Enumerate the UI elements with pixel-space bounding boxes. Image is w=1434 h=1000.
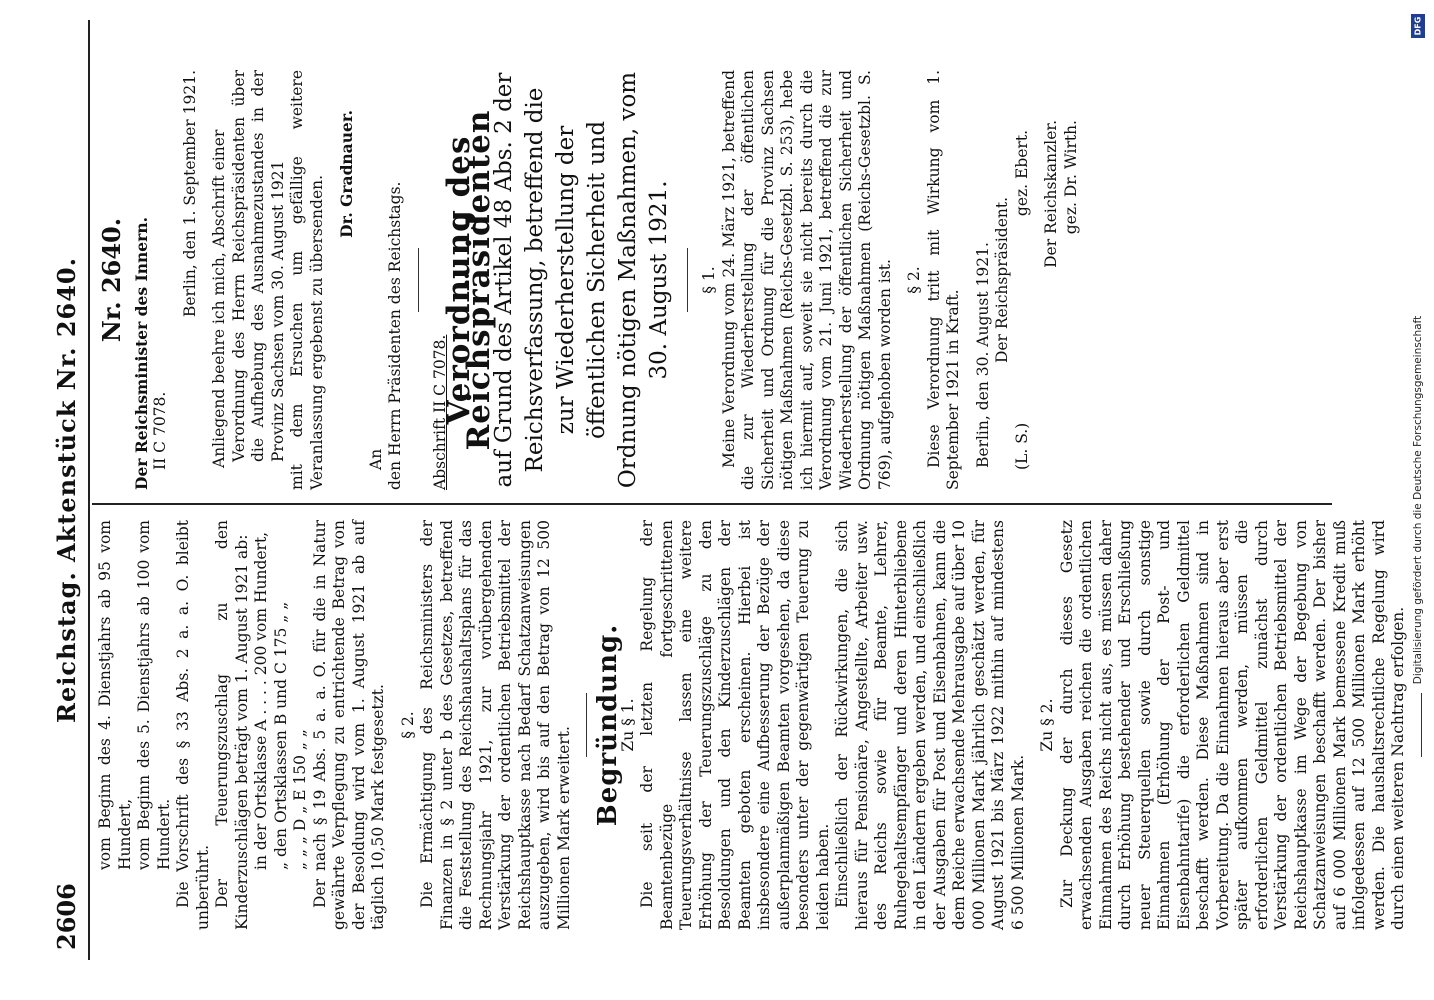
- paragraph: Einschließlich der Rückwirkungen, die sich hieraus für Pensionäre, Angestellte, Arbeiter usw. des Reichs sowie für Beamte, Lehrer, Ruhegehaltsempfänger und deren Hinterbliebene in den Ländern ergeben werden, und einschließlich der Ausgaben für Post und Eisenbahnen, kann die dem Reiche erwachsende Mehrausgabe auf über 10 000 Millionen Mark jährlich geschätzt werden, für August 1921 bis März 1922 mithin auf mindestens 6 500 Millionen Mark.: [833, 520, 1027, 930]
- text-line: vom Beginn des 5. Dienstjahrs ab 100 vom Hundert.: [135, 520, 173, 870]
- left-column: [96, 520, 1434, 930]
- decree-title: Verordnung des Reichspräsidenten: [441, 109, 497, 451]
- chancellor-signature: gez. Dr. Wirth.: [1061, 120, 1080, 235]
- page-number: 2606: [52, 883, 81, 950]
- text-line: vom Beginn des 4. Dienstjahrs ab 95 vom Hundert,: [96, 520, 134, 870]
- page-header: [52, 20, 84, 960]
- place-date: Berlin, den 30. August 1921.: [973, 242, 992, 468]
- decree-subtitle: auf Grund des Artikel 48 Abs. 2 der Reichsverfassung, betreffend die zur Wiederherstellung der öffentlichen Sicherheit und Ordnung nötigen Maßnahmen, vom 30. August 1921.: [491, 71, 672, 489]
- dfg-logo: DFG: [1411, 14, 1425, 38]
- signature: Dr. Gradnauer.: [337, 110, 356, 238]
- president-title: Der Reichspräsident.: [993, 196, 1011, 364]
- table-row: „ den Ortsklassen B und C 175 „ „: [271, 601, 290, 870]
- digitization-credit: [1404, 8, 1432, 992]
- seal-mark: (L. S.): [1012, 422, 1031, 470]
- section-heading: § 1.: [700, 266, 718, 294]
- reference: II C 7078.: [151, 391, 169, 470]
- document-number: Nr. 2640.: [97, 217, 126, 343]
- addressee: den Herrn Präsidenten des Reichstags.: [386, 181, 404, 490]
- short-rule: [586, 693, 587, 757]
- section-heading: Zu § 1.: [618, 698, 637, 752]
- table-row: in der Ortsklasse A . . . . 200 vom Hundert,: [252, 531, 270, 870]
- copy-reference: Abschrift II C 7078.: [430, 334, 449, 490]
- right-column: [96, 70, 1081, 490]
- text-line: Der Teuerungszuschlag zu den Kinderzuschlägen beträgt vom 1. August 1921 ab:: [213, 520, 251, 930]
- section-heading: Zu § 2.: [1038, 698, 1056, 752]
- credit-text: Digitalisierung gefördert durch die Deutsche Forschungsgemeinschaft: [1412, 315, 1424, 685]
- paragraph: Die Ermächtigung des Reichsministers der Finanzen in § 2 unter b des Gesetzes, betreffend die Feststellung des Reichshaushaltsplans für das Rechnungsjahr 1921, zur vorübergehenden Verstärkung der ordentlichen Betriebsmittel der Reichshauptkasse nach Bedarf Schatzanweisungen auszugeben, wird bis auf den Betrag von 12 500 Millionen Mark erweitert.: [418, 520, 573, 930]
- letter-closing: mit dem Ersuchen um gefällige weitere Veranlassung ergebenst zu übersenden.: [288, 70, 326, 490]
- short-rule: [418, 248, 419, 312]
- section-heading: § 2.: [905, 266, 923, 294]
- paragraph: Meine Verordnung vom 24. März 1921, betreffend die zur Wiederherstellung der öffentlichen Sicherheit und Ordnung für die Provinz Sachsen nötigen Maßnahmen (Reichs-Gesetzbl. S. 253), hebe ich hiermit auf, soweit sie nicht bereits durch die Verordnung vom 21. Juni 1921, betreffend die zur Wiederherstellung der öffentlichen Sicherheit und Ordnung nötigen Maßnahmen (Reichs-Gesetzbl. S. 769), aufgehoben worden ist.: [719, 70, 894, 490]
- letter-intro: Anliegend beehre ich mich, Abschrift einer: [210, 129, 228, 468]
- running-title: Reichstag. Aktenstück Nr. 2640.: [52, 257, 81, 723]
- text-line: Die Vorschrift des § 33 Abs. 2 a. a. O. bleibt unberührt.: [174, 520, 212, 930]
- section-heading: § 2.: [398, 711, 417, 739]
- addressee-to: An: [366, 448, 385, 470]
- chancellor-title: Der Reichskanzler.: [1042, 120, 1060, 268]
- text-line: Der nach § 19 Abs. 5 a. a. O. für die in Natur gewährte Verpflegung zu entrichtende Betrag von der Besoldung wird vom 1. August 1921 ab auf täglich 10,50 Mark festgesetzt.: [310, 520, 387, 930]
- date-line: Berlin, den 1. September 1921.: [180, 70, 199, 318]
- paragraph: Die seit der letzten Regelung der Beamtenbezüge fortgeschrittenen Teuerungsverhältnisse lassen eine weitere Erhöhung der Teuerungszuschläge zu den Besoldungen und den Kinderzuschlägen der Beamten geboten erscheinen. Hierbei ist insbesondere eine Aufbesserung der Bezüge der außerplanmäßigen Beamten vorgesehen, da diese besonders unter der gegenwärtigen Teuerung zu leiden haben.: [638, 520, 832, 930]
- header-rule: [88, 20, 90, 960]
- short-rule: [687, 248, 688, 312]
- paragraph: Diese Verordnung tritt mit Wirkung vom 1. September 1921 in Kraft.: [924, 70, 962, 490]
- letter-subject: Verordnung des Herrn Reichspräsidenten über die Aufhebung des Ausnahmezustandes in der Provinz Sachsen vom 30. August 1921: [229, 70, 287, 462]
- column-divider: [92, 503, 1332, 505]
- sender: Der Reichsminister des Innern.: [131, 217, 151, 490]
- begruendung-title: Begründung.: [593, 623, 623, 827]
- paragraph: Zur Deckung der durch dieses Gesetz erwachsenden Ausgaben reichen die ordentlichen Einnahmen des Reichs nicht aus, es müssen daher durch Erhöhung bestehender und Erschließung neuer Steuerquellen sowie durch sonstige Einnahmen (Erhöhung der Post- und Eisenbahntarife) die erforderlichen Geldmittel beschafft werden. Diese Maßnahmen sind in Vorbereitung. Da die Einnahmen hieraus aber erst später aufkommen werden, müssen die erforderlichen Geldmittel zunächst durch Verstärkung der ordentlichen Betriebsmittel der Reichshauptkasse im Wege der Begebung von Schatzanweisungen beschafft werden. Der bisher auf 6 000 Millionen Mark bemessene Kredit muß infolgedessen auf 12 500 Millionen Mark erhöht werden. Die haushaltsrechtliche Regelung wird durch einen weiteren Nachtrag erfolgen.: [1057, 520, 1407, 930]
- table-row: „ „ „ D „ E 150 „ „: [291, 729, 309, 870]
- president-signature: gez. Ebert.: [1012, 130, 1031, 217]
